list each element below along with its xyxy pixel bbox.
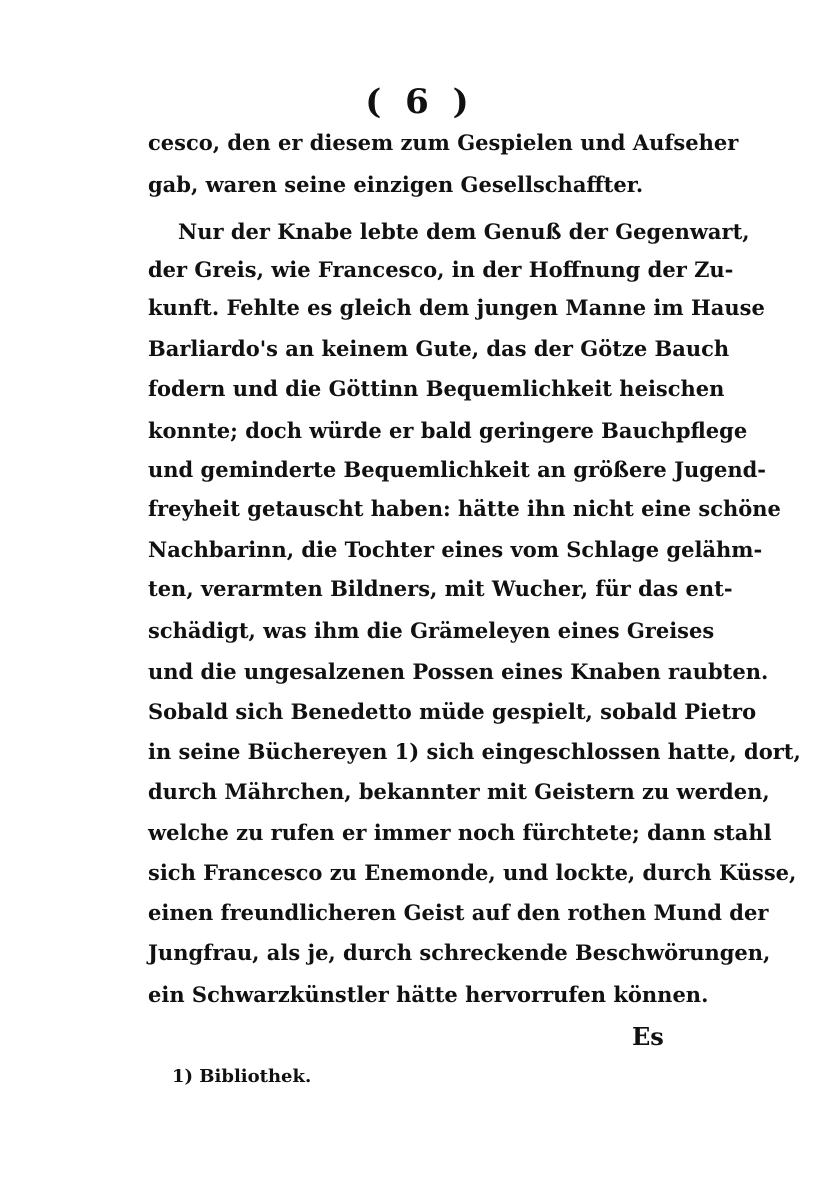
text-line: gab, waren seine einzigen Gesellschaffter.: [148, 172, 644, 197]
text-line: ein Schwarzkünstler hätte hervorrufen können.: [148, 982, 709, 1007]
catchword: Es: [632, 1022, 664, 1051]
text-line: der Greis, wie Francesco, in der Hoffnung der Zu-: [148, 257, 734, 282]
footnote: 1) Bibliothek.: [172, 1066, 312, 1087]
text-line: Nur der Knabe lebte dem Genuß der Gegenwart,: [178, 219, 750, 244]
text-line: fodern und die Göttinn Bequemlichkeit heischen: [148, 376, 725, 401]
text-line: cesco, den er diesem zum Gespielen und Aufseher: [148, 130, 739, 155]
text-line: und die ungesalzenen Possen eines Knaben raubten.: [148, 659, 769, 684]
text-line: Nachbarinn, die Tochter eines vom Schlage gelähm-: [148, 537, 763, 562]
text-line: welche zu rufen er immer noch fürchtete; dann stahl: [148, 820, 772, 845]
text-line: schädigt, was ihm die Grämeleyen eines Greises: [148, 618, 715, 643]
text-line: freyheit getauscht haben: hätte ihn nicht eine schöne: [148, 496, 781, 521]
text-line: ten, verarmten Bildners, mit Wucher, für das ent-: [148, 576, 733, 601]
text-line: kunft. Fehlte es gleich dem jungen Manne im Hause: [148, 295, 765, 320]
page-number: ( 6 ): [365, 82, 475, 122]
text-line: konnte; doch würde er bald geringere Bauchpflege: [148, 418, 748, 443]
text-line: durch Mährchen, bekannter mit Geistern zu werden,: [148, 779, 770, 804]
text-line: sich Francesco zu Enemonde, und lockte, durch Küsse,: [148, 860, 797, 885]
text-line: und geminderte Bequemlichkeit an größere Jugend-: [148, 457, 766, 482]
text-line: Sobald sich Benedetto müde gespielt, sobald Pietro: [148, 699, 757, 724]
text-line: einen freundlicheren Geist auf den rothen Mund der: [148, 900, 769, 925]
text-line: Barliardo's an keinem Gute, das der Götze Bauch: [148, 336, 730, 361]
text-line: in seine Büchereyen 1) sich eingeschlossen hatte, dort,: [148, 739, 801, 764]
text-line: Jungfrau, als je, durch schreckende Beschwörungen,: [148, 940, 771, 965]
